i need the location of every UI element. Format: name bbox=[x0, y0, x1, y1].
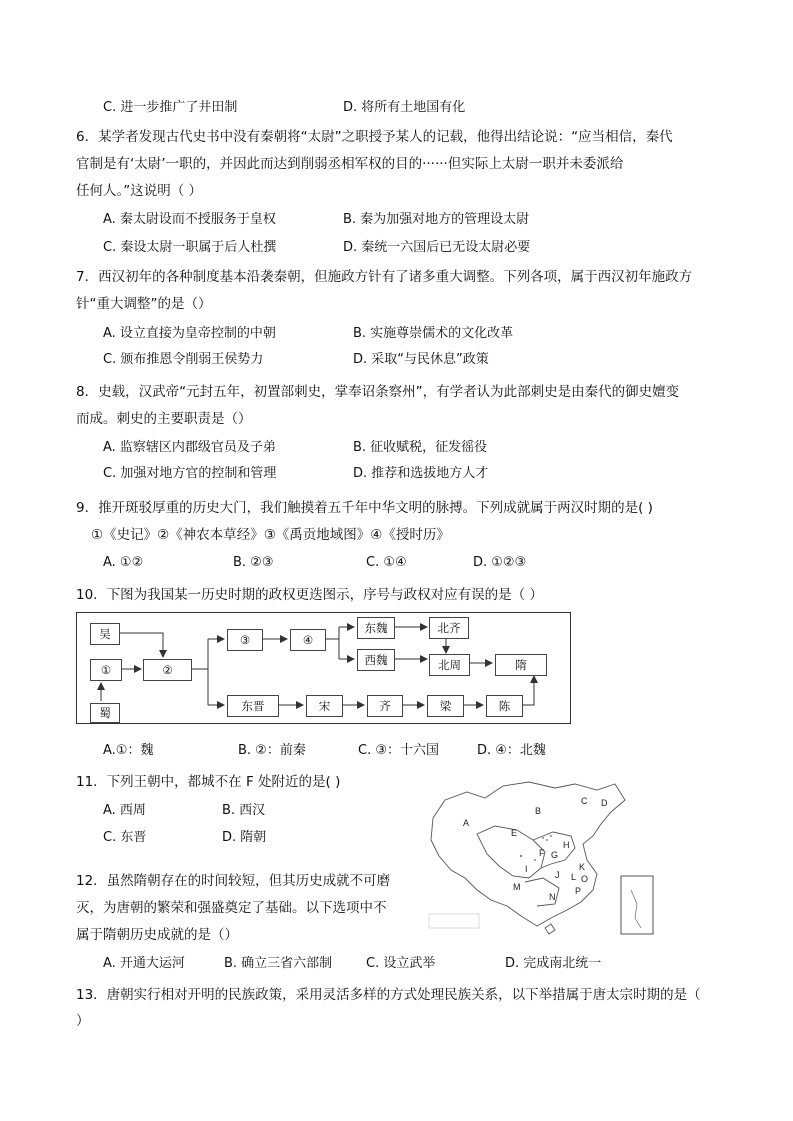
q8-option-b: B. 征收赋税，征发徭役 bbox=[353, 440, 488, 455]
box-liang: 梁 bbox=[427, 695, 464, 717]
q12-option-b: B. 确立三省六部制 bbox=[224, 956, 333, 971]
map-label-k: K bbox=[579, 862, 586, 872]
q7-stem-line2: 针“重大调整”的是（） bbox=[76, 296, 212, 312]
q10-option-b: B. ②：前秦 bbox=[238, 743, 306, 758]
box-sui: 隋 bbox=[495, 654, 547, 676]
q12-option-a: A. 开通大运河 bbox=[103, 956, 185, 971]
map-label-j: J bbox=[555, 870, 560, 880]
q8-stem-line2: 而成。刺史的主要职责是（） bbox=[76, 411, 252, 427]
map-label-n: N bbox=[549, 892, 556, 902]
map-label-h: H bbox=[563, 840, 570, 850]
map-label-i: I bbox=[525, 864, 528, 874]
q6-stem-line3: 任何人。”这说明（ ） bbox=[76, 183, 203, 199]
q5-option-c: C. 进一步推广了井田制 bbox=[103, 100, 238, 115]
regime-change-diagram bbox=[76, 612, 571, 724]
map-label-o: O bbox=[581, 874, 589, 884]
q9-option-d: D. ①②③ bbox=[473, 555, 527, 570]
box-chen: 陈 bbox=[486, 695, 523, 717]
q9-option-a: A. ①② bbox=[103, 555, 144, 570]
q12-stem-line2: 灭，为唐朝的繁荣和强盛奠定了基础。以下选项中不 bbox=[76, 900, 387, 916]
q11-option-c: C. 东晋 bbox=[103, 830, 147, 845]
box-2: ② bbox=[143, 659, 192, 681]
map-label-g: G bbox=[551, 850, 559, 860]
q10-option-a: A.①：魏 bbox=[103, 743, 154, 758]
map-label-p: P bbox=[575, 886, 582, 896]
q5-option-d: D. 将所有土地国有化 bbox=[343, 100, 466, 115]
box-dongwei: 东魏 bbox=[357, 617, 395, 639]
box-4: ④ bbox=[290, 629, 326, 651]
map-label-c: C bbox=[581, 796, 588, 806]
q6-option-b: B. 秦为加强对地方的管理设太尉 bbox=[343, 212, 530, 227]
q8-option-d: D. 推荐和选拔地方人才 bbox=[353, 466, 489, 481]
q7-option-b: B. 实施尊崇儒术的文化改革 bbox=[353, 326, 514, 341]
q8-option-a: A. 监察辖区内郡级官员及子弟 bbox=[103, 440, 276, 455]
q13-stem-line2: ） bbox=[76, 1013, 90, 1029]
box-qi: 齐 bbox=[367, 695, 403, 717]
q7-option-c: C. 颁布推恩令削弱王侯势力 bbox=[103, 352, 264, 367]
q6-stem-line1: 6．某学者发现古代史书中没有秦朝将“太尉”之职授予某人的记载，他得出结论说：“应当相信，秦代 bbox=[76, 129, 673, 145]
q10-option-c: C. ③：十六国 bbox=[358, 743, 439, 758]
q12-stem-line1: 12．虽然隋朝存在的时间较短，但其历史成就不可磨 bbox=[76, 873, 391, 889]
china-map bbox=[425, 778, 657, 938]
box-beizhou: 北周 bbox=[429, 654, 470, 676]
q6-option-c: C. 秦设太尉一职属于后人杜撰 bbox=[103, 240, 277, 255]
q6-stem-line2: 官制是有‘太尉’一职的，并因此而达到削弱丞相军权的目的······但实际上太尉一职并未委派给 bbox=[76, 156, 624, 172]
map-label-e: E bbox=[511, 828, 518, 838]
q7-option-a: A. 设立直接为皇帝控制的中朝 bbox=[103, 326, 276, 341]
box-shu: 蜀 bbox=[90, 703, 120, 723]
q9-stem-line2: ①《史记》②《神农本草经》③《禹贡地域图》④《授时历》 bbox=[91, 527, 450, 543]
map-label-a: A bbox=[463, 818, 470, 828]
box-dongjin: 东晋 bbox=[227, 695, 279, 717]
map-label-l: L bbox=[571, 872, 577, 882]
q8-stem-line1: 8．史载，汉武帝“元封五年，初置部刺史，掌奉诏条察州”，有学者认为此部刺史是由秦代的御史嬗变 bbox=[76, 384, 680, 400]
q12-option-c: C. 设立武举 bbox=[366, 956, 436, 971]
box-1: ① bbox=[90, 659, 122, 681]
q7-option-d: D. 采取“与民休息”政策 bbox=[353, 352, 489, 367]
box-wu: 吴 bbox=[90, 623, 120, 645]
china-map-labels bbox=[425, 778, 657, 938]
q11-option-d: D. 隋朝 bbox=[222, 830, 267, 845]
q12-stem-line3: 属于隋朝历史成就的是（） bbox=[76, 927, 238, 943]
q9-option-b: B. ②③ bbox=[233, 555, 274, 570]
box-song: 宋 bbox=[306, 695, 343, 717]
map-label-b: B bbox=[535, 806, 542, 816]
q10-stem: 10．下图为我国某一历史时期的政权更迭图示，序号与政权对应有误的是（ ） bbox=[76, 587, 543, 603]
map-label-m: M bbox=[513, 882, 521, 892]
box-3: ③ bbox=[227, 629, 263, 651]
q6-option-a: A. 秦太尉设而不授服务于皇权 bbox=[103, 212, 276, 227]
q11-option-b: B. 西汉 bbox=[222, 803, 266, 818]
q9-stem-line1: 9．推开斑驳厚重的历史大门，我们触摸着五千年中华文明的脉搏。下列成就属于两汉时期的是( ) bbox=[76, 500, 653, 516]
q11-stem: 11．下列王朝中，都城不在 F 处附近的是( ) bbox=[76, 774, 341, 790]
q11-option-a: A. 西周 bbox=[103, 803, 146, 818]
map-label-f: F bbox=[539, 848, 545, 858]
q7-stem-line1: 7．西汉初年的各种制度基本沿袭秦朝，但施政方针有了诸多重大调整。下列各项，属于西汉初年施政方 bbox=[76, 269, 693, 285]
q10-option-d: D. ④：北魏 bbox=[477, 743, 546, 758]
q6-option-d: D. 秦统一六国后已无设太尉必要 bbox=[343, 240, 531, 255]
q9-option-c: C. ①④ bbox=[366, 555, 407, 570]
q8-option-c: C. 加强对地方官的控制和管理 bbox=[103, 466, 277, 481]
map-label-d: D bbox=[601, 798, 608, 808]
q13-stem-line1: 13．唐朝实行相对开明的民族政策，采用灵活多样的方式处理民族关系，以下举措属于唐太宗时期的是（ bbox=[76, 987, 701, 1003]
box-xiwei: 西魏 bbox=[357, 649, 395, 671]
box-beiqi: 北齐 bbox=[429, 617, 469, 639]
q12-option-d: D. 完成南北统一 bbox=[505, 956, 602, 971]
